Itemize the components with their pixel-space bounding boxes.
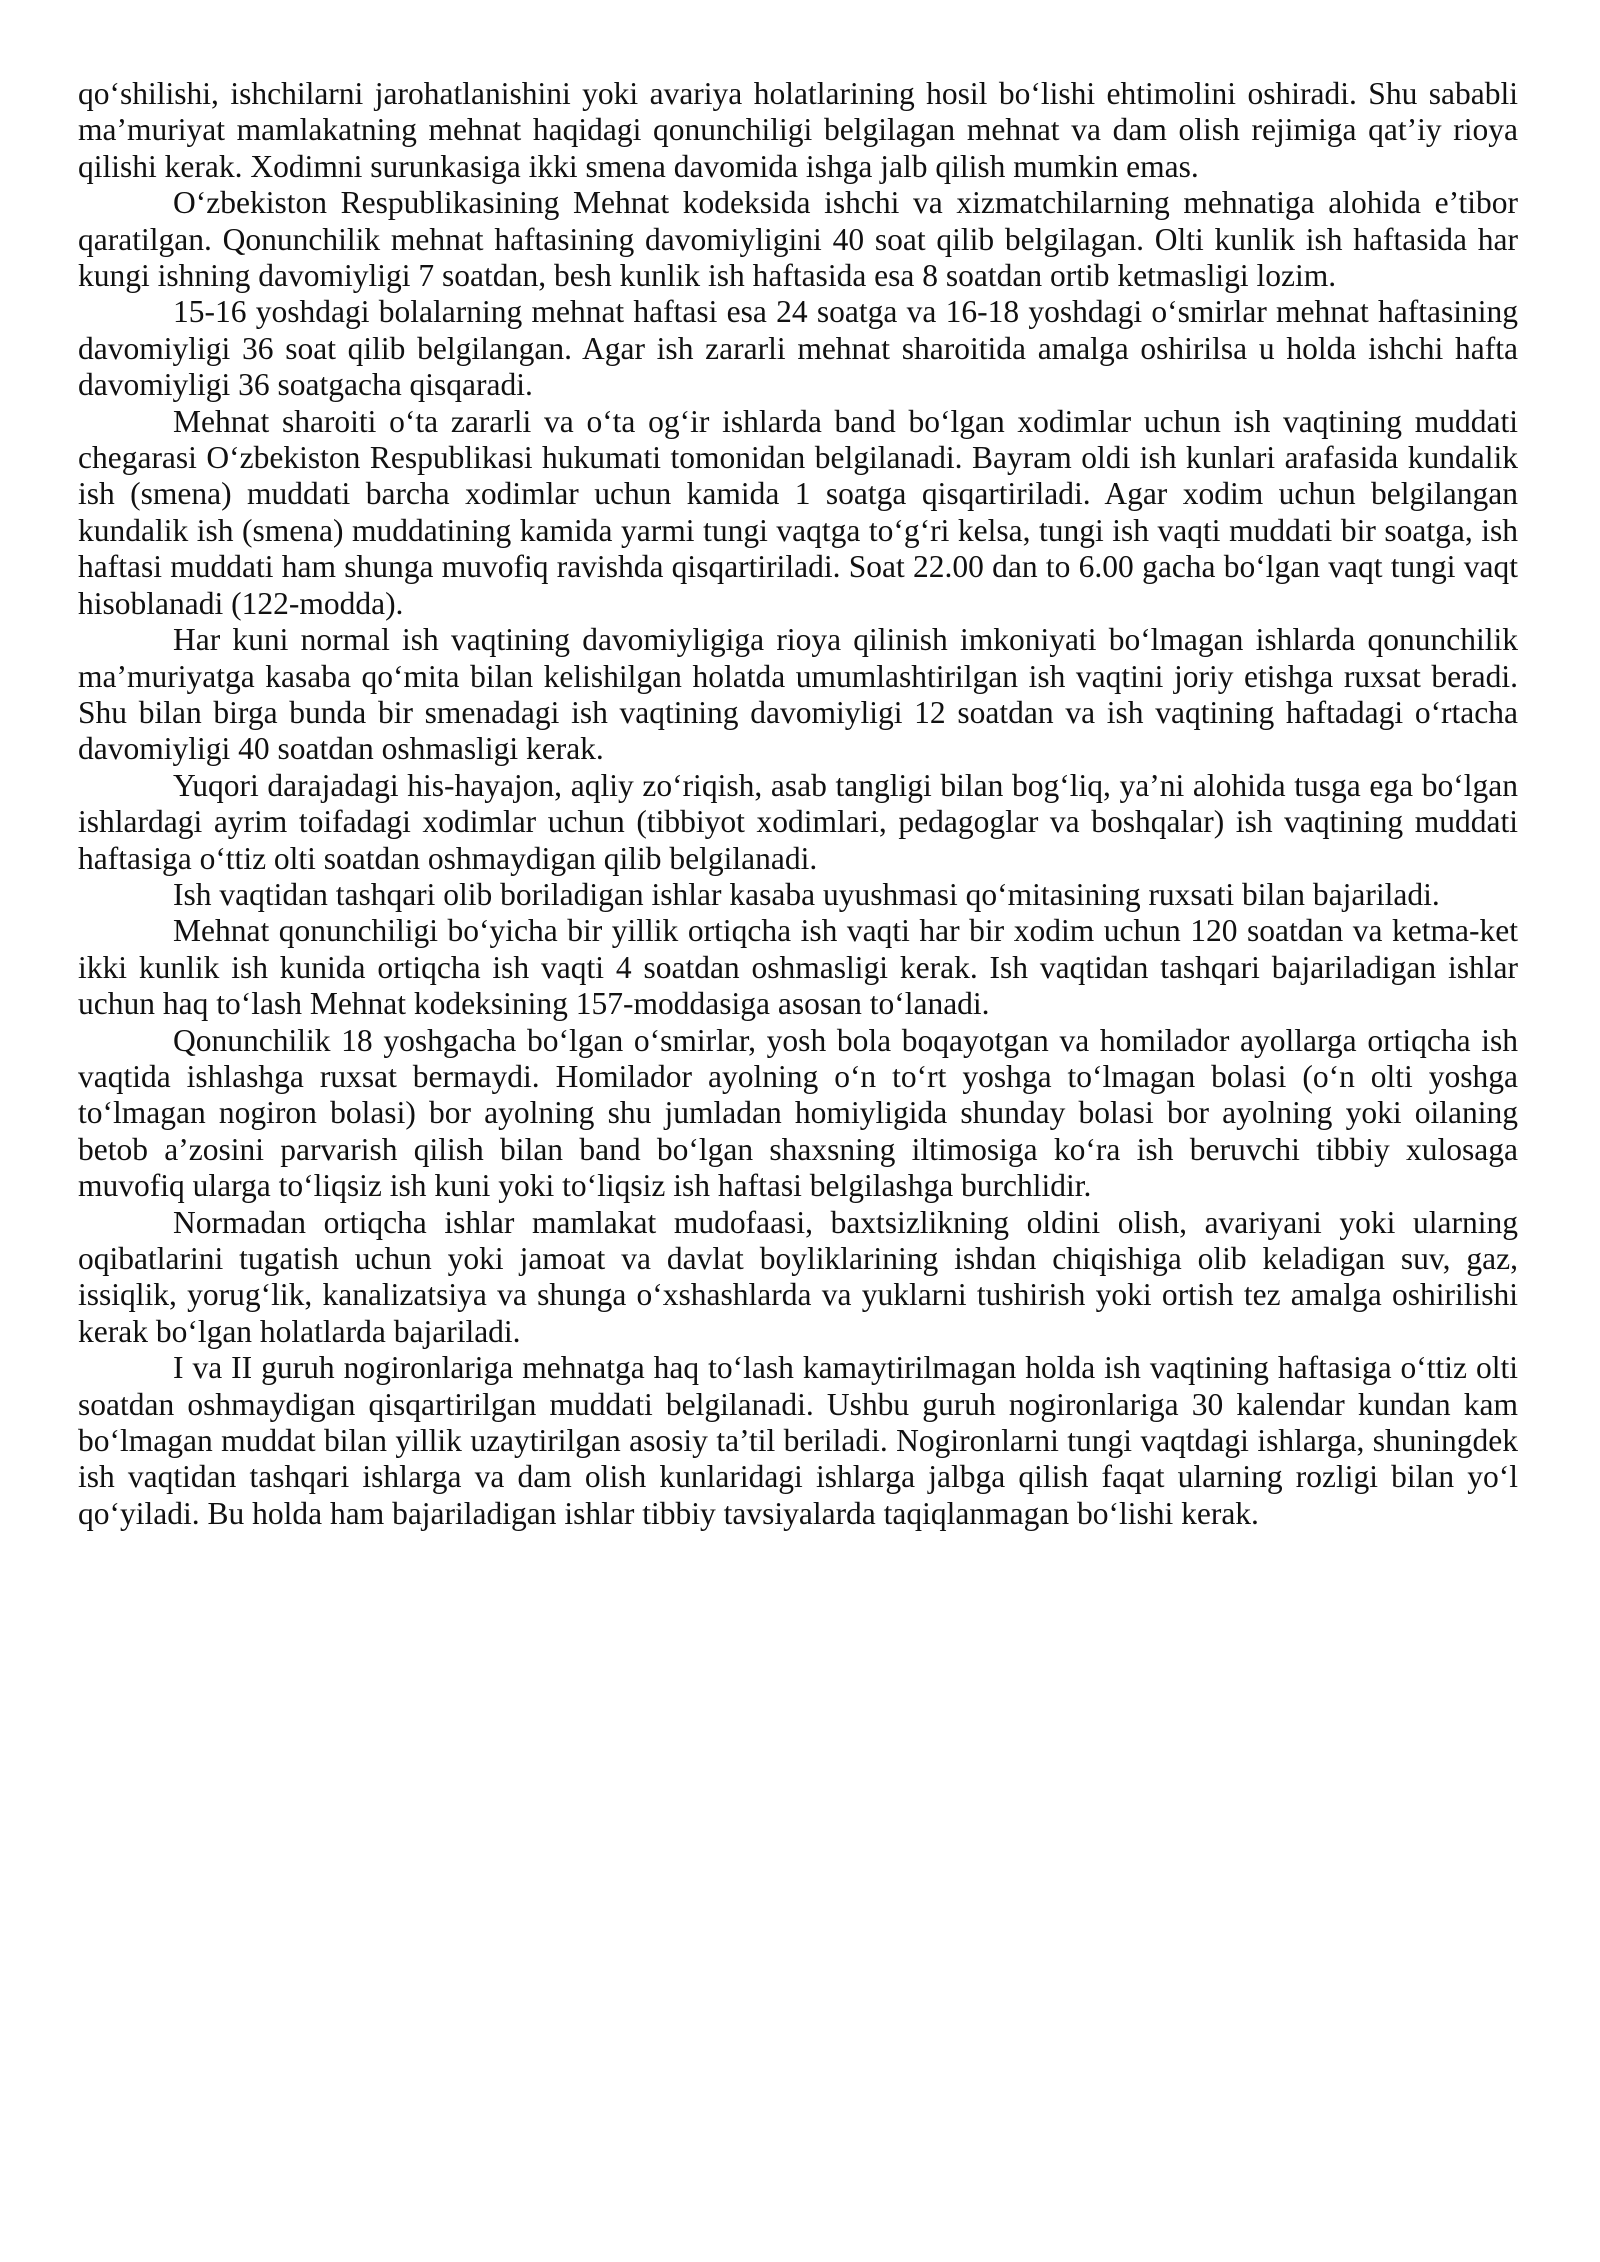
document-page bbox=[78, 76, 1518, 1532]
paragraph-overtime-restrictions: Qonunchilik 18 yoshgacha bo‘lgan o‘smirlar, yosh bola boqayotgan va homilador ayollarga ortiqcha ish vaqtida ishlashga ruxsat bermaydi. Homilador ayolning o‘n to‘rt yoshga to‘lmagan bolasi (o‘n olti yoshga to‘lmagan nogiron bolasi) bor ayolning shu jumladan homiyligida shunday bolasi bor ayolning yoki oilaning betob a’zosini parvarish qilish bilan band bo‘lgan shaxsning iltimosiga ko‘ra ish beruvchi tibbiy xulosaga muvofiq ularga to‘liqsiz ish kuni yoki to‘liqsiz ish haftasi belgilashga burchlidir. bbox=[78, 1022, 1518, 1204]
paragraph-hazardous-work: Mehnat sharoiti o‘ta zararli va o‘ta og‘ir ishlarda band bo‘lgan xodimlar uchun ish vaqtining muddati chegarasi O‘zbekiston Respublikasi hukumati tomonidan belgilanadi. Bayram oldi ish kunlari arafasida kundalik ish (smena) muddati barcha xodimlar uchun kamida 1 soatga qisqartiriladi. Agar xodim uchun belgilangan kundalik ish (smena) muddatining kamida yarmi tungi vaqtga to‘g‘ri kelsa, tungi ish vaqti muddati bir soatga, ish haftasi muddati ham shunga muvofiq ravishda qisqartiriladi. Soat 22.00 dan to 6.00 gacha bo‘lgan vaqt tungi vaqt hisoblanadi (122-modda). bbox=[78, 403, 1518, 621]
paragraph-overtime-limits: Mehnat qonunchiligi bo‘yicha bir yillik ortiqcha ish vaqti har bir xodim uchun 120 soatdan va ketma-ket ikki kunlik ish kunida ortiqcha ish vaqti 4 soatdan oshmasligi kerak. Ish vaqtidan tashqari bajariladigan ishlar uchun haq to‘lash Mehnat kodeksining 157-moddasiga asosan to‘lanadi. bbox=[78, 913, 1518, 1022]
paragraph-continuation: qo‘shilishi, ishchilarni jarohatlanishini yoki avariya holatlarining hosil bo‘lishi ehtimolini oshiradi. Shu sababli ma’muriyat mamlakatning mehnat haqidagi qonunchiligi belgilagan mehnat va dam olish rejimiga qat’iy rioya qilishi kerak. Xodimni surunkasiga ikki smena davomida ishga jalb qilish mumkin emas. bbox=[78, 76, 1518, 184]
paragraph-special-categories: Yuqori darajadagi his-hayajon, aqliy zo‘riqish, asab tangligi bilan bog‘liq, ya’ni alohida tusga ega bo‘lgan ishlardagi ayrim toifadagi xodimlar uchun (tibbiyot xodimlari, pedagoglar va boshqalar) ish vaqtining muddati haftasiga o‘ttiz olti soatdan oshmaydigan qilib belgilanadi. bbox=[78, 767, 1518, 876]
paragraph-overtime-permission: Ish vaqtidan tashqari olib boriladigan ishlar kasaba uyushmasi qo‘mitasining ruxsati bilan bajariladi. bbox=[173, 876, 1440, 912]
paragraph-disabled-workers: I va II guruh nogironlariga mehnatga haq to‘lash kamaytirilmagan holda ish vaqtining haftasiga o‘ttiz olti soatdan oshmaydigan qisqartirilgan muddati belgilanadi. Ushbu guruh nogironlariga 30 kalendar kundan kam bo‘lmagan muddat bilan yillik uzaytirilgan asosiy ta’til beriladi. Nogironlarni tungi vaqtdagi ishlarga, shuningdek ish vaqtidan tashqari ishlarga va dam olish kunlaridagi ishlarga jalbga qilish faqat ularning rozligi bilan yo‘l qo‘yiladi. Bu holda ham bajariladigan ishlar tibbiy tavsiyalarda taqiqlanmagan bo‘lishi kerak. bbox=[78, 1350, 1518, 1531]
paragraph-emergency-work: Normadan ortiqcha ishlar mamlakat mudofaasi, baxtsizlikning oldini olish, avariyani yoki ularning oqibatlarini tugatish uchun yoki jamoat va davlat boyliklarining ishdan chiqishiga olib keladigan suv, gaz, issiqlik, yorug‘lik, kanalizatsiya va shunga o‘xshashlarda va yuklarni tushirish yoki ortish tez amalga oshirilishi kerak bo‘lgan holatlarda bajariladi. bbox=[78, 1204, 1518, 1349]
paragraph-labor-code: O‘zbekiston Respublikasining Mehnat kodeksida ishchi va xizmatchilarning mehnatiga alohida e’tibor qaratilgan. Qonunchilik mehnat haftasining davomiyligini 40 soat qilib belgilagan. Olti kunlik ish haftasida har kungi ishning davomiyligi 7 soatdan, besh kunlik ish haftasida esa 8 soatdan ortib ketmasligi lozim. bbox=[78, 185, 1518, 294]
paragraph-minors-hours: 15-16 yoshdagi bolalarning mehnat haftasi esa 24 soatga va 16-18 yoshdagi o‘smirlar mehnat haftasining davomiyligi 36 soat qilib belgilangan. Agar ish zararli mehnat sharoitida amalga oshirilsa u holda ishchi hafta davomiyligi 36 soatgacha qisqaradi. bbox=[78, 294, 1518, 403]
paragraph-summarized-time: Har kuni normal ish vaqtining davomiyligiga rioya qilinish imkoniyati bo‘lmagan ishlarda qonunchilik ma’muriyatga kasaba qo‘mita bilan kelishilgan holatda umumlashtirilgan ish vaqtini joriy etishga ruxsat beradi. Shu bilan birga bunda bir smenadagi ish vaqtining davomiyligi 12 soatdan va ish vaqtining haftadagi o‘rtacha davomiyligi 40 soatdan oshmasligi kerak. bbox=[78, 622, 1518, 767]
